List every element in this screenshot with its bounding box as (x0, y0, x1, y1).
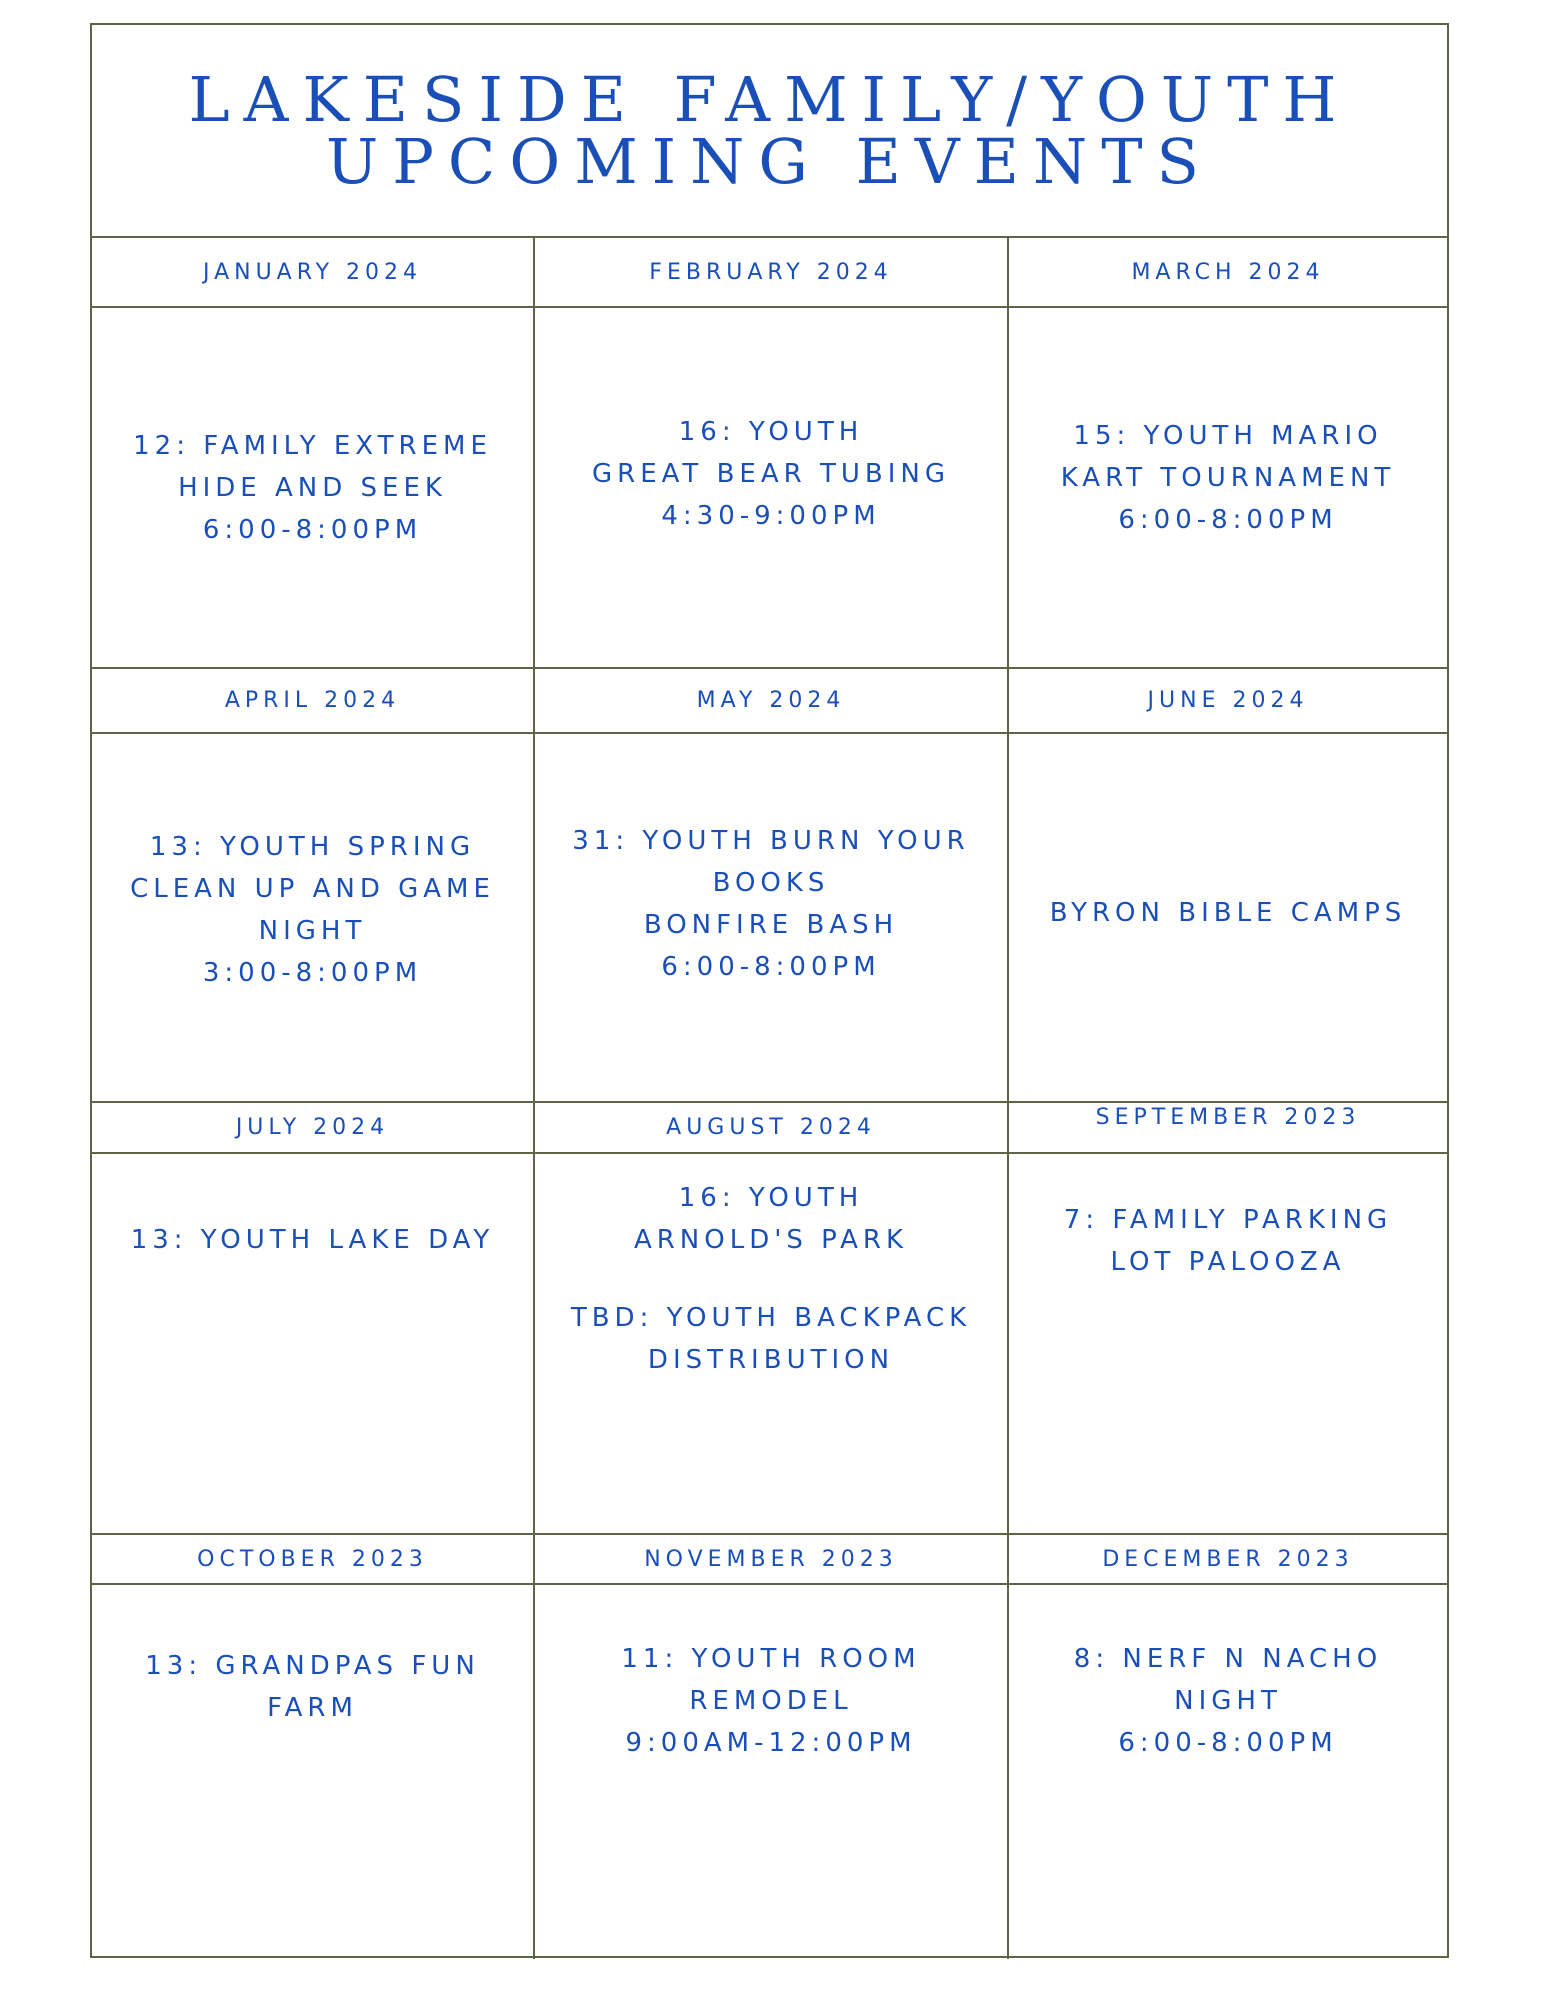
event-december (1009, 1585, 1447, 1959)
event-line: 16: YOUTH (678, 416, 864, 447)
event-line: 31: YOUTH BURN YOUR (572, 825, 970, 856)
month-september: SEPTEMBER 2023 (1095, 1105, 1361, 1130)
calendar-frame (90, 23, 1449, 1958)
event-line: DISTRIBUTION (647, 1345, 895, 1375)
event-line: KART TOURNAMENT (1060, 462, 1396, 493)
event-line: BONFIRE BASH (643, 909, 899, 940)
events-grid (92, 238, 1447, 1959)
event-line: 15: YOUTH MARIO (1073, 420, 1383, 451)
event-line: 13: YOUTH LAKE DAY (130, 1225, 495, 1255)
event-january (92, 308, 535, 667)
month-december: DECEMBER 2023 (1102, 1546, 1354, 1572)
event-line: BYRON BIBLE CAMPS (1049, 897, 1407, 928)
event-line: 13: YOUTH SPRING (149, 831, 476, 862)
event-line: FARM (267, 1693, 358, 1723)
event-february (535, 308, 1009, 667)
month-october: OCTOBER 2023 (92, 1535, 535, 1583)
event-line: 7: FAMILY PARKING (1063, 1205, 1393, 1235)
event-line: 16: YOUTH (678, 1183, 864, 1213)
month-april: APRIL 2024 (92, 669, 535, 732)
event-row (92, 1154, 1447, 1535)
event-line: 6:00-8:00PM (1118, 1728, 1338, 1758)
event-line: 8: NERF N NACHO (1073, 1644, 1383, 1674)
month-header-row (92, 1535, 1447, 1585)
event-line: 4:30-9:00PM (661, 500, 881, 531)
event-row (92, 1585, 1447, 1959)
month-header-row (92, 669, 1447, 734)
event-line: CLEAN UP AND GAME (130, 873, 495, 904)
event-august (535, 1154, 1009, 1533)
event-line: 11: YOUTH ROOM (621, 1644, 921, 1674)
event-line: NIGHT (258, 915, 367, 946)
event-line: REMODEL (689, 1686, 853, 1716)
month-june: JUNE 2024 (1147, 688, 1309, 713)
title-box (92, 25, 1447, 238)
event-line: 12: FAMILY EXTREME (133, 430, 492, 461)
month-august: AUGUST 2024 (535, 1103, 1009, 1152)
event-september (1009, 1154, 1447, 1533)
page-title-line-2: UPCOMING EVENTS (325, 124, 1214, 198)
page-title-line-1: LAKESIDE FAMILY/YOUTH (188, 62, 1351, 136)
event-october (92, 1585, 535, 1959)
event-april (92, 734, 535, 1101)
month-july: JULY 2024 (92, 1103, 535, 1152)
event-line: 6:00-8:00PM (661, 951, 881, 982)
event-line: 6:00-8:00PM (1118, 504, 1338, 535)
month-may: MAY 2024 (535, 669, 1009, 732)
month-february: FEBRUARY 2024 (535, 238, 1009, 306)
event-line: LOT PALOOZA (1110, 1247, 1346, 1277)
event-line: 9:00AM-12:00PM (625, 1728, 917, 1758)
month-header-row (92, 1103, 1447, 1154)
event-march (1009, 308, 1447, 667)
event-line: GREAT BEAR TUBING (592, 458, 950, 489)
month-march: MARCH 2024 (1131, 259, 1325, 285)
month-header-row (92, 238, 1447, 308)
event-line: 3:00-8:00PM (202, 957, 423, 988)
event-november (535, 1585, 1009, 1959)
event-line: 13: GRANDPAS FUN (145, 1651, 480, 1681)
event-row (92, 734, 1447, 1103)
event-line: HIDE AND SEEK (178, 472, 447, 503)
event-may (535, 734, 1009, 1101)
event-july (92, 1154, 535, 1533)
event-line: NIGHT (1174, 1686, 1282, 1716)
event-line: 6:00-8:00PM (202, 514, 423, 545)
event-june (1009, 734, 1447, 1101)
month-november: NOVEMBER 2023 (535, 1535, 1009, 1583)
month-january: JANUARY 2024 (92, 238, 535, 306)
event-row (92, 308, 1447, 669)
event-line: TBD: YOUTH BACKPACK (570, 1303, 972, 1333)
event-line: ARNOLD'S PARK (633, 1225, 909, 1255)
event-line: BOOKS (712, 867, 830, 898)
